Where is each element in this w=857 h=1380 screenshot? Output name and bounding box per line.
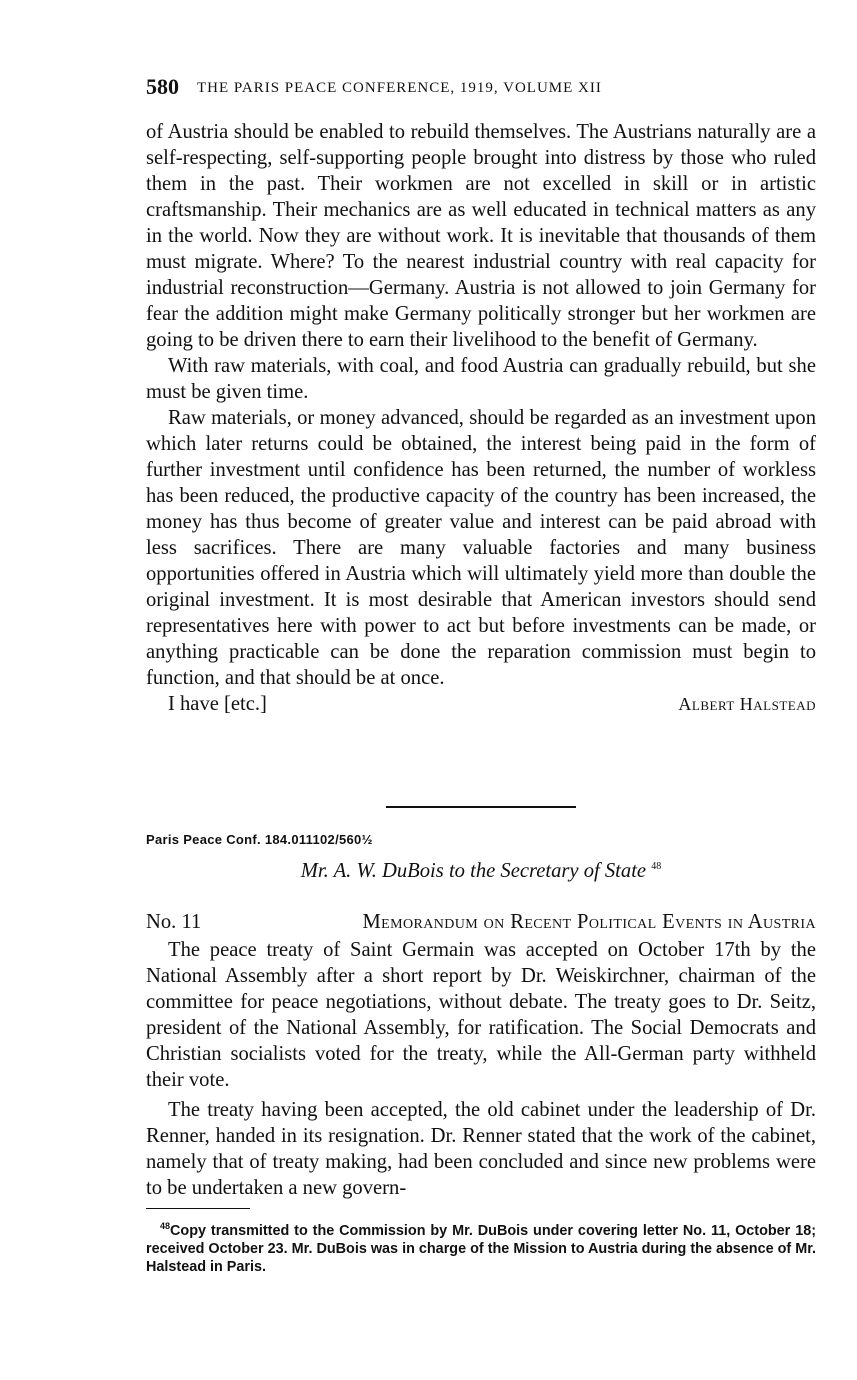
signature: Albert Halstead — [678, 694, 816, 714]
memo-number: No. 11 — [146, 911, 202, 933]
footnote-marker: 48 — [651, 861, 662, 873]
page-number: 580 — [146, 74, 179, 99]
document-title — [146, 860, 816, 883]
memo-body — [146, 937, 816, 1201]
file-reference: Paris Peace Conf. 184.011102/560½ — [146, 832, 373, 847]
footnote-number: 48 — [160, 1221, 171, 1231]
letter-paragraph: of Austria should be enabled to rebuild themselves. The Austrians naturally are a self-respecting, self-supporting people brought into distress by those who ruled them in the past. Their workmen are not excelled in skill or in artistic craftsmanship. Their mechanics are as well educated in technical matters as any in the world. Now they are without work. It is inevitable that thousands of them must migrate. Where? To the nearest industrial country with real capacity for industrial reconstruction—Germany. Austria is not allowed to join Germany for fear the addition might make Germany politically stronger but her workmen are going to be driven there to earn their livelihood to the benefit of Germany. — [146, 121, 816, 351]
document-title-text: Mr. A. W. DuBois to the Secretary of State — [300, 860, 647, 882]
section-divider — [386, 806, 576, 808]
running-title: THE PARIS PEACE CONFERENCE, 1919, VOLUME XII — [197, 80, 602, 96]
letter-paragraph: With raw materials, with coal, and food Austria can gradually rebuild, but she must be given time. — [146, 355, 816, 403]
running-header — [146, 74, 816, 100]
closing-text: I have [etc.] — [168, 693, 267, 715]
footnote-text: Copy transmitted to the Commission by Mr. DuBois under covering letter No. 11, October 18; received October 23. Mr. DuBois was in charge of the Mission to Austria during the absence of Mr. Halstead in Paris. — [146, 1222, 816, 1275]
letter-paragraph: Raw materials, or money advanced, should be regarded as an investment upon which later returns could be obtained, the interest being paid in the form of further investment until confidence has been returned, the number of workless has been reduced, the productive capacity of the country has been increased, the money has thus become of greater value and interest can be paid abroad with less sacrifices. There are many valuable factories and many business opportunities offered in Austria which will ultimately yield more than double the original investment. It is most desirable that American investors should send representatives here with power to act but before investments can be made, or anything practicable can be done the reparation commission must begin to function, and that should be at once. — [146, 407, 816, 689]
closing-line — [146, 691, 816, 717]
footnote — [146, 1217, 816, 1276]
memo-paragraph: The peace treaty of Saint Germain was accepted on October 17th by the National Assembly after a short report by Dr. Weiskirchner, chairman of the committee for peace negotiations, without debate. The treaty goes to Dr. Seitz, president of the National Assembly, for ratification. The Social Democrats and Christian socialists voted for the treaty, while the All-German party withheld their vote. — [146, 939, 816, 1091]
memo-title: Memorandum on Recent Political Events in Austria — [362, 911, 816, 933]
footnote-rule — [146, 1208, 250, 1209]
letter-body — [146, 119, 816, 717]
memo-paragraph: The treaty having been accepted, the old cabinet under the leadership of Dr. Renner, handed in its resignation. Dr. Renner stated that the work of the cabinet, namely that of treaty making, had been concluded and since new problems were to be undertaken a new govern- — [146, 1099, 816, 1199]
memo-heading — [146, 911, 816, 934]
